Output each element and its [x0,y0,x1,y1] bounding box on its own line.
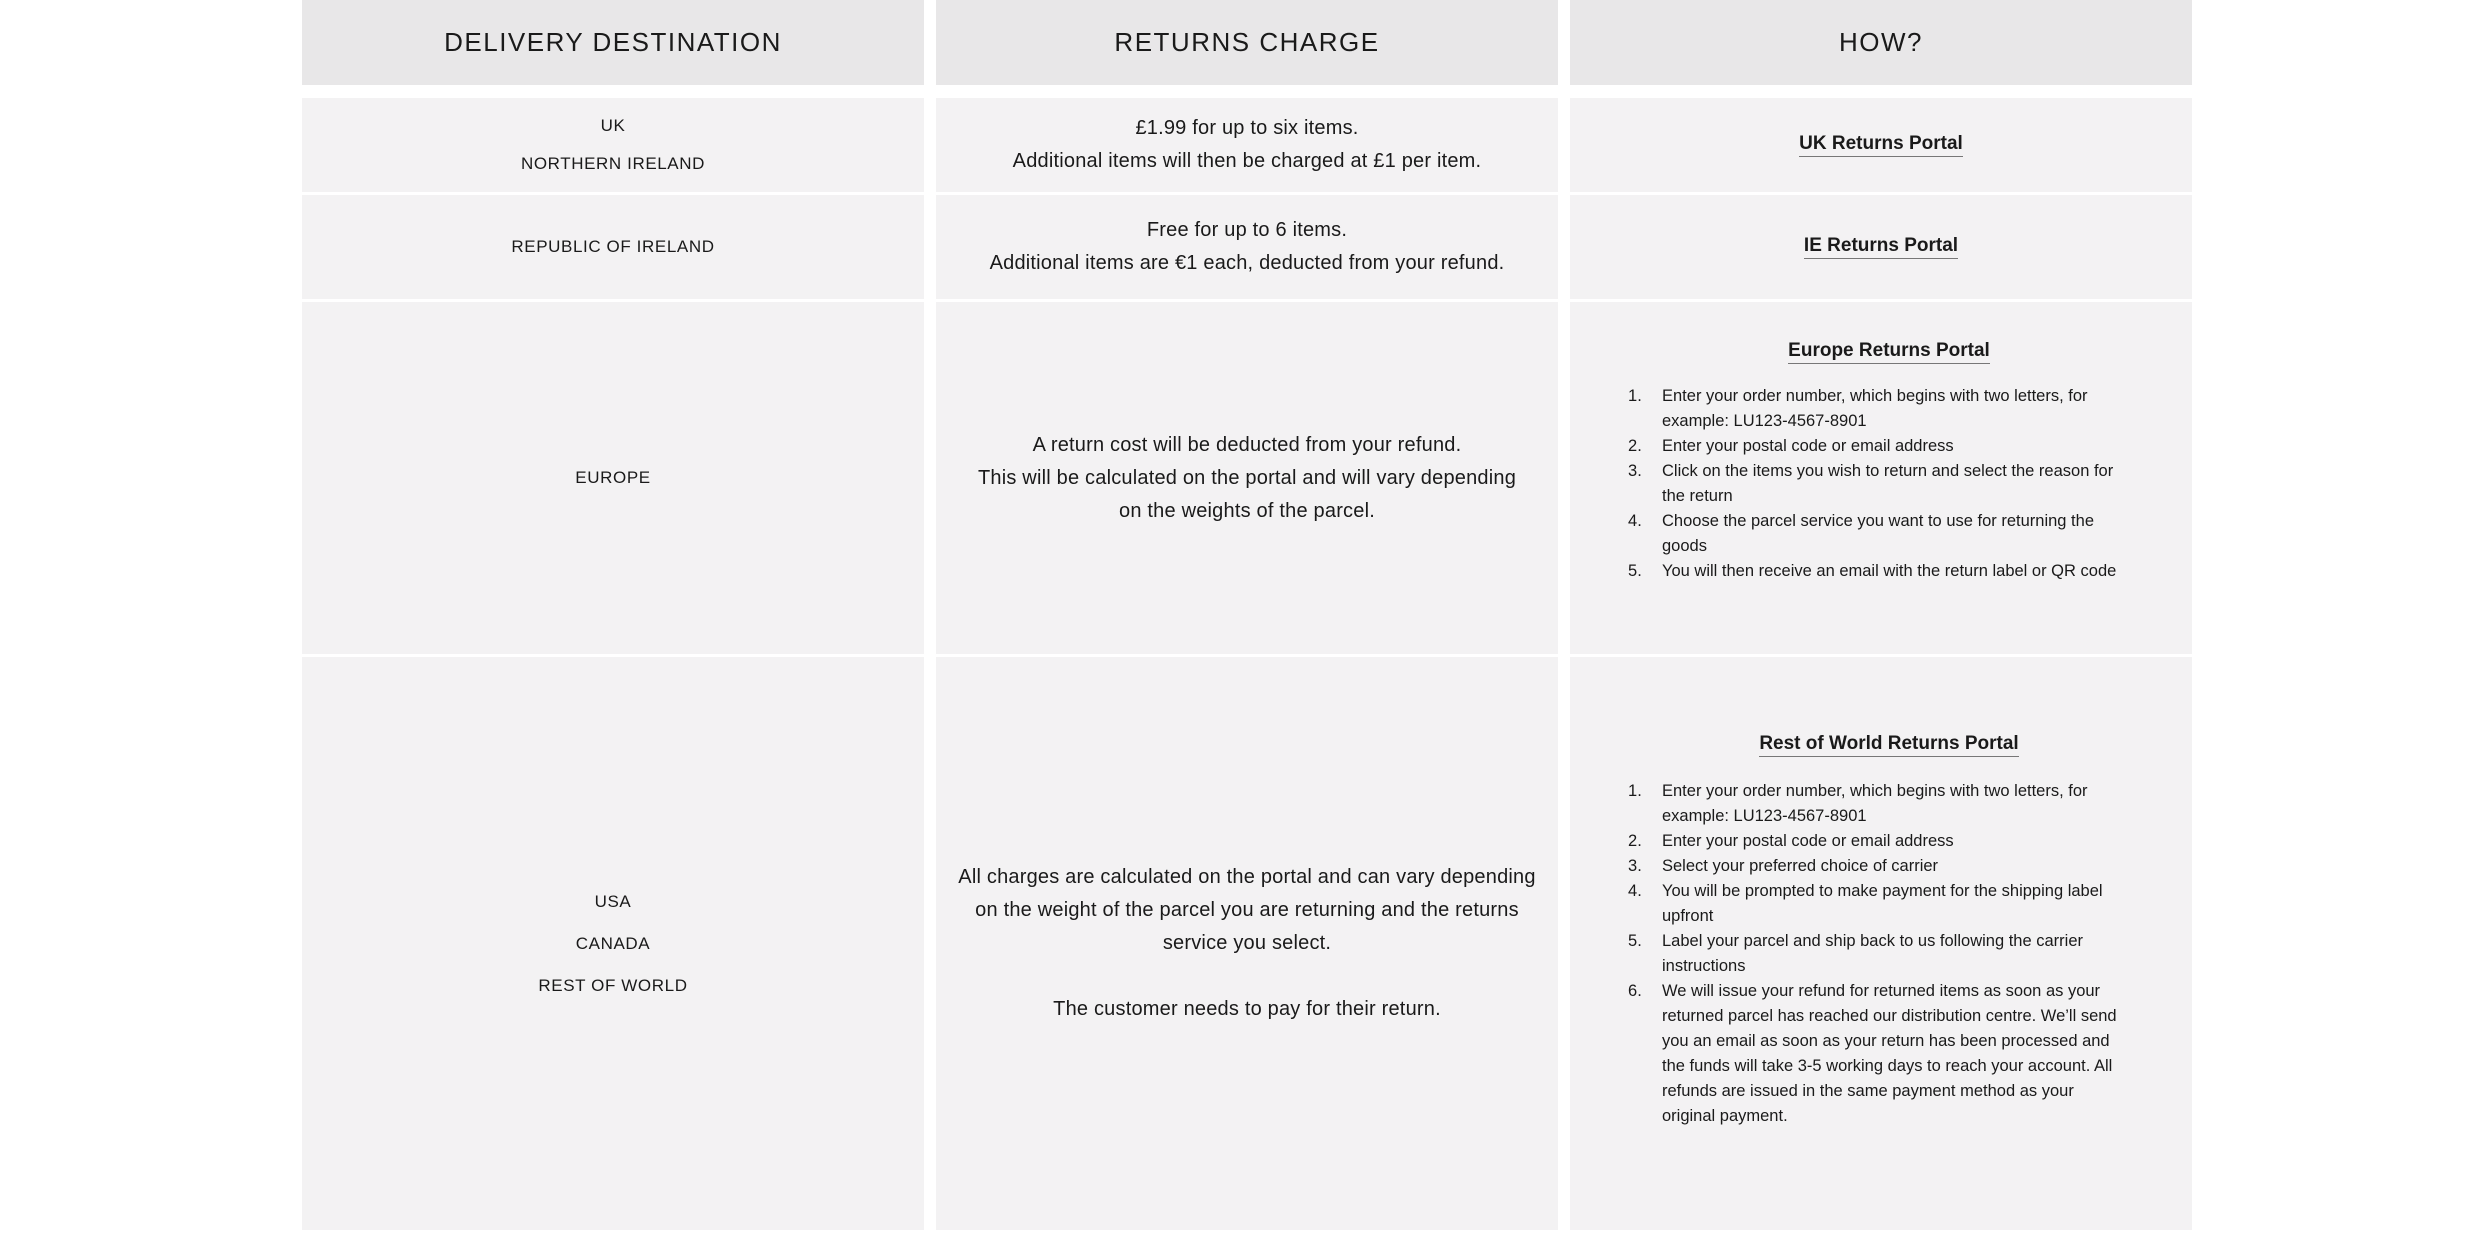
list-item: Label your parcel and ship back to us following the carrier instructions [1662,932,2083,975]
header-how: HOW? [1570,0,2192,85]
destination-cell-uk [302,98,924,192]
how-cell-europe [1570,302,2192,654]
returns-table [302,0,2192,1230]
charge-cell-uk [936,98,1558,192]
charge-text: Additional items are €1 each, deducted from your refund. [989,252,1505,274]
destination-label: USA [594,891,632,911]
list-item: Enter your postal code or email address [1662,832,1954,850]
charge-text: on the weights of the parcel. [1119,499,1375,522]
destination-label: REST OF WORLD [538,975,688,995]
rest-of-world-steps-list [1570,779,2130,1129]
list-item: Enter your order number, which begins with two letters, for example: LU123-4567-8901 [1662,387,2088,430]
list-item: Select your preferred choice of carrier [1662,857,1939,875]
uk-returns-portal-link[interactable]: UK Returns Portal [1799,133,1963,157]
list-item: Choose the parcel service you want to use for returning the goods [1662,512,2094,555]
ie-returns-portal-link[interactable]: IE Returns Portal [1804,235,1958,259]
how-cell-ireland [1570,195,2192,299]
charge-text: £1.99 for up to six items. [1135,117,1359,139]
how-cell-rest-of-world [1570,657,2192,1230]
destination-cell-europe [302,302,924,654]
charge-text: Free for up to 6 items. [1146,219,1348,241]
charge-text: A return cost will be deducted from your refund. [1032,433,1462,456]
rest-of-world-returns-portal-link[interactable]: Rest of World Returns Portal [1759,733,2018,757]
charge-text: The customer needs to pay for their return. [1053,998,1441,1020]
destination-label: EUROPE [575,468,651,487]
charge-text: Additional items will then be charged at £1 per item. [1012,150,1482,172]
charge-cell-europe [936,302,1558,654]
charge-text: on the weight of the parcel you are returning and the returns [975,899,1519,921]
charge-text: service you select. [1162,932,1332,954]
charge-spacer [1244,960,1250,993]
charge-cell-rest-of-world [936,657,1558,1230]
destination-label: NORTHERN IRELAND [520,154,706,173]
list-item: You will be prompted to make payment for the shipping label upfront [1662,882,2103,925]
destination-label: REPUBLIC OF IRELAND [511,237,715,256]
header-delivery-destination: DELIVERY DESTINATION [302,0,924,85]
destination-label: UK [600,116,626,135]
europe-steps-list [1570,384,2130,584]
destination-cell-rest-of-world [302,657,924,1230]
list-item: Click on the items you wish to return and select the reason for the return [1662,462,2114,505]
europe-returns-portal-link[interactable]: Europe Returns Portal [1788,340,1990,364]
charge-text: This will be calculated on the portal and will vary depending [977,466,1517,489]
charge-cell-ireland [936,195,1558,299]
destination-cell-ireland [302,195,924,299]
header-returns-charge: RETURNS CHARGE [936,0,1558,85]
list-item: We will issue your refund for returned items as soon as your returned parcel has reached our distribution centre. We’ll send you an email as soon as your return has been processed and the funds will take 3-5 working days to reach your account. All refunds are issued in the same payment method as your original payment. [1662,982,2117,1125]
destination-label: CANADA [575,933,651,953]
list-item: Enter your postal code or email address [1662,437,1954,455]
how-cell-uk [1570,98,2192,192]
list-item: You will then receive an email with the return label or QR code [1662,562,2117,580]
list-item: Enter your order number, which begins with two letters, for example: LU123-4567-8901 [1662,782,2088,825]
charge-text: All charges are calculated on the portal and can vary depending [958,866,1536,888]
